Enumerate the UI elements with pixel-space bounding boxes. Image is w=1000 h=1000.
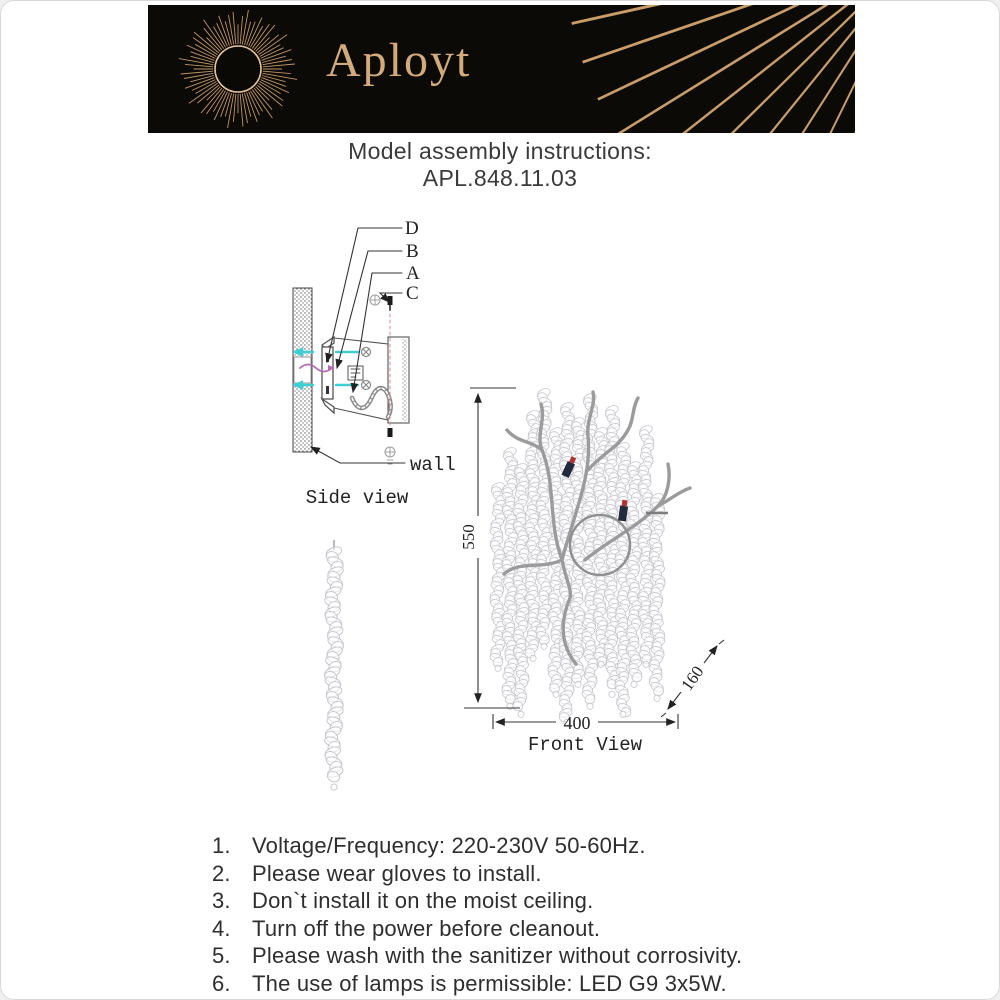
item-text: Turn off the power before cleanout. — [252, 915, 601, 941]
item-number: 1. — [212, 833, 231, 858]
side-view-diagram — [293, 218, 456, 509]
dimension-width-label: 400 — [563, 713, 591, 733]
brand-name: Aployt — [326, 34, 472, 87]
part-label-c: C — [406, 283, 419, 304]
item-number: 3. — [212, 888, 231, 913]
dimension-height-label: 550 — [459, 524, 478, 550]
list-item — [212, 970, 892, 998]
list-item — [212, 832, 892, 860]
page-title: Model assembly instructions: — [348, 138, 652, 164]
list-item — [212, 942, 892, 970]
list-item — [212, 860, 892, 888]
part-label-b: B — [406, 241, 419, 262]
item-number: 6. — [212, 970, 231, 996]
item-number: 2. — [212, 860, 231, 886]
mounting-bracket — [322, 337, 334, 413]
fixture-backplate — [334, 337, 409, 423]
item-text: The use of lamps is permissible: LED G9 3x5W. — [252, 970, 727, 996]
power-cable — [352, 388, 391, 417]
item-text: Don`t install it on the moist ceiling. — [252, 888, 594, 913]
front-view-caption: Front View — [527, 734, 643, 756]
instructions-list — [212, 832, 892, 997]
item-text: Please wash with the sanitizer without corrosivity. — [252, 943, 743, 968]
item-number: 5. — [212, 943, 231, 968]
part-label-a: A — [406, 263, 420, 284]
model-number: APL.848.11.03 — [422, 165, 578, 191]
dimension-strand-label: 160 — [677, 662, 708, 695]
wall-junction-box — [294, 357, 311, 383]
item-number: 4. — [212, 915, 231, 941]
crystal-strand-detail — [323, 540, 345, 790]
part-label-d: D — [405, 218, 419, 239]
item-text: Please wear gloves to install. — [252, 860, 542, 886]
side-view-caption: Side view — [305, 487, 409, 509]
item-text: Voltage/Frequency: 220-230V 50-60Hz. — [252, 833, 646, 858]
front-view-diagram — [459, 387, 724, 756]
list-item — [212, 887, 892, 915]
list-item — [212, 915, 892, 943]
screw-c-bottom — [385, 428, 395, 464]
wall-label: wall — [410, 454, 456, 476]
